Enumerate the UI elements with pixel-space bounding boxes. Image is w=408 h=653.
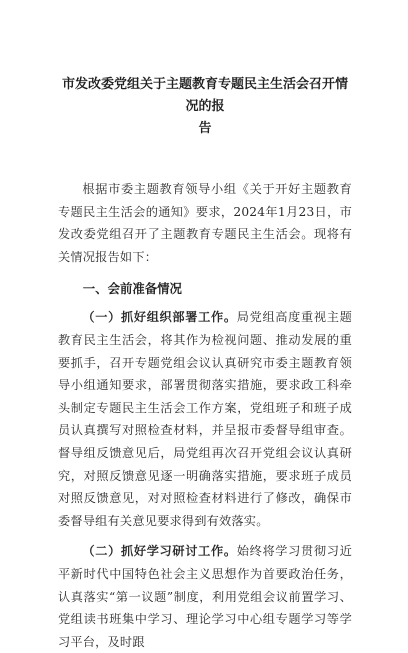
subheading-study: （二）抓好学习研讨工作。 xyxy=(82,544,237,559)
subheading-organization: （一）抓好组织部署工作。 xyxy=(82,310,237,325)
paragraph-study-text: 始终将学习贯彻习近平新时代中国特色社会主义思想作为首要政治任务，认真落实“第一议题”制度，利用党组会议前置学习、党组读书班集中学习、理论学习中心组专题学习等学习平台，及时跟 xyxy=(58,544,352,649)
paragraph-organization xyxy=(58,306,352,532)
document-title-line-2: 告 xyxy=(198,121,212,136)
paragraph-organization-text: 局党组高度重视主题教育民主生活会，将其作为检视问题、推动发展的重要抓手，召开专题党组会议认真研究市委主题教育领导小组通知要求，部署贯彻落实措施，要求政工科牵头制定专题民主生活会工作方案，党组班子和班子成员认真撰写对照检查材料，并呈报市委督导组审查。督导组反馈意见后，局党组再次召开党组会议认真研究，对照反馈意见逐一明确落实措施，要求班子成员对照反馈意见，对对照检查材料进行了修改，确保市委督导组有关意见要求得到有效落实。 xyxy=(58,310,352,528)
intro-paragraph: 根据市委主题教育领导小组《关于开好主题教育专题民主生活会的通知》要求，2024年1月23日，市发改委党组召开了主题教育专题民主生活会。现将有关情况报告如下： xyxy=(58,182,352,264)
section-heading-preparation: 一、会前准备情况 xyxy=(82,281,182,297)
document-title-line-1: 市发改委党组关于主题教育专题民主生活会召开情况的报 xyxy=(61,77,348,114)
paragraph-study xyxy=(58,540,352,653)
document-title xyxy=(58,74,352,140)
